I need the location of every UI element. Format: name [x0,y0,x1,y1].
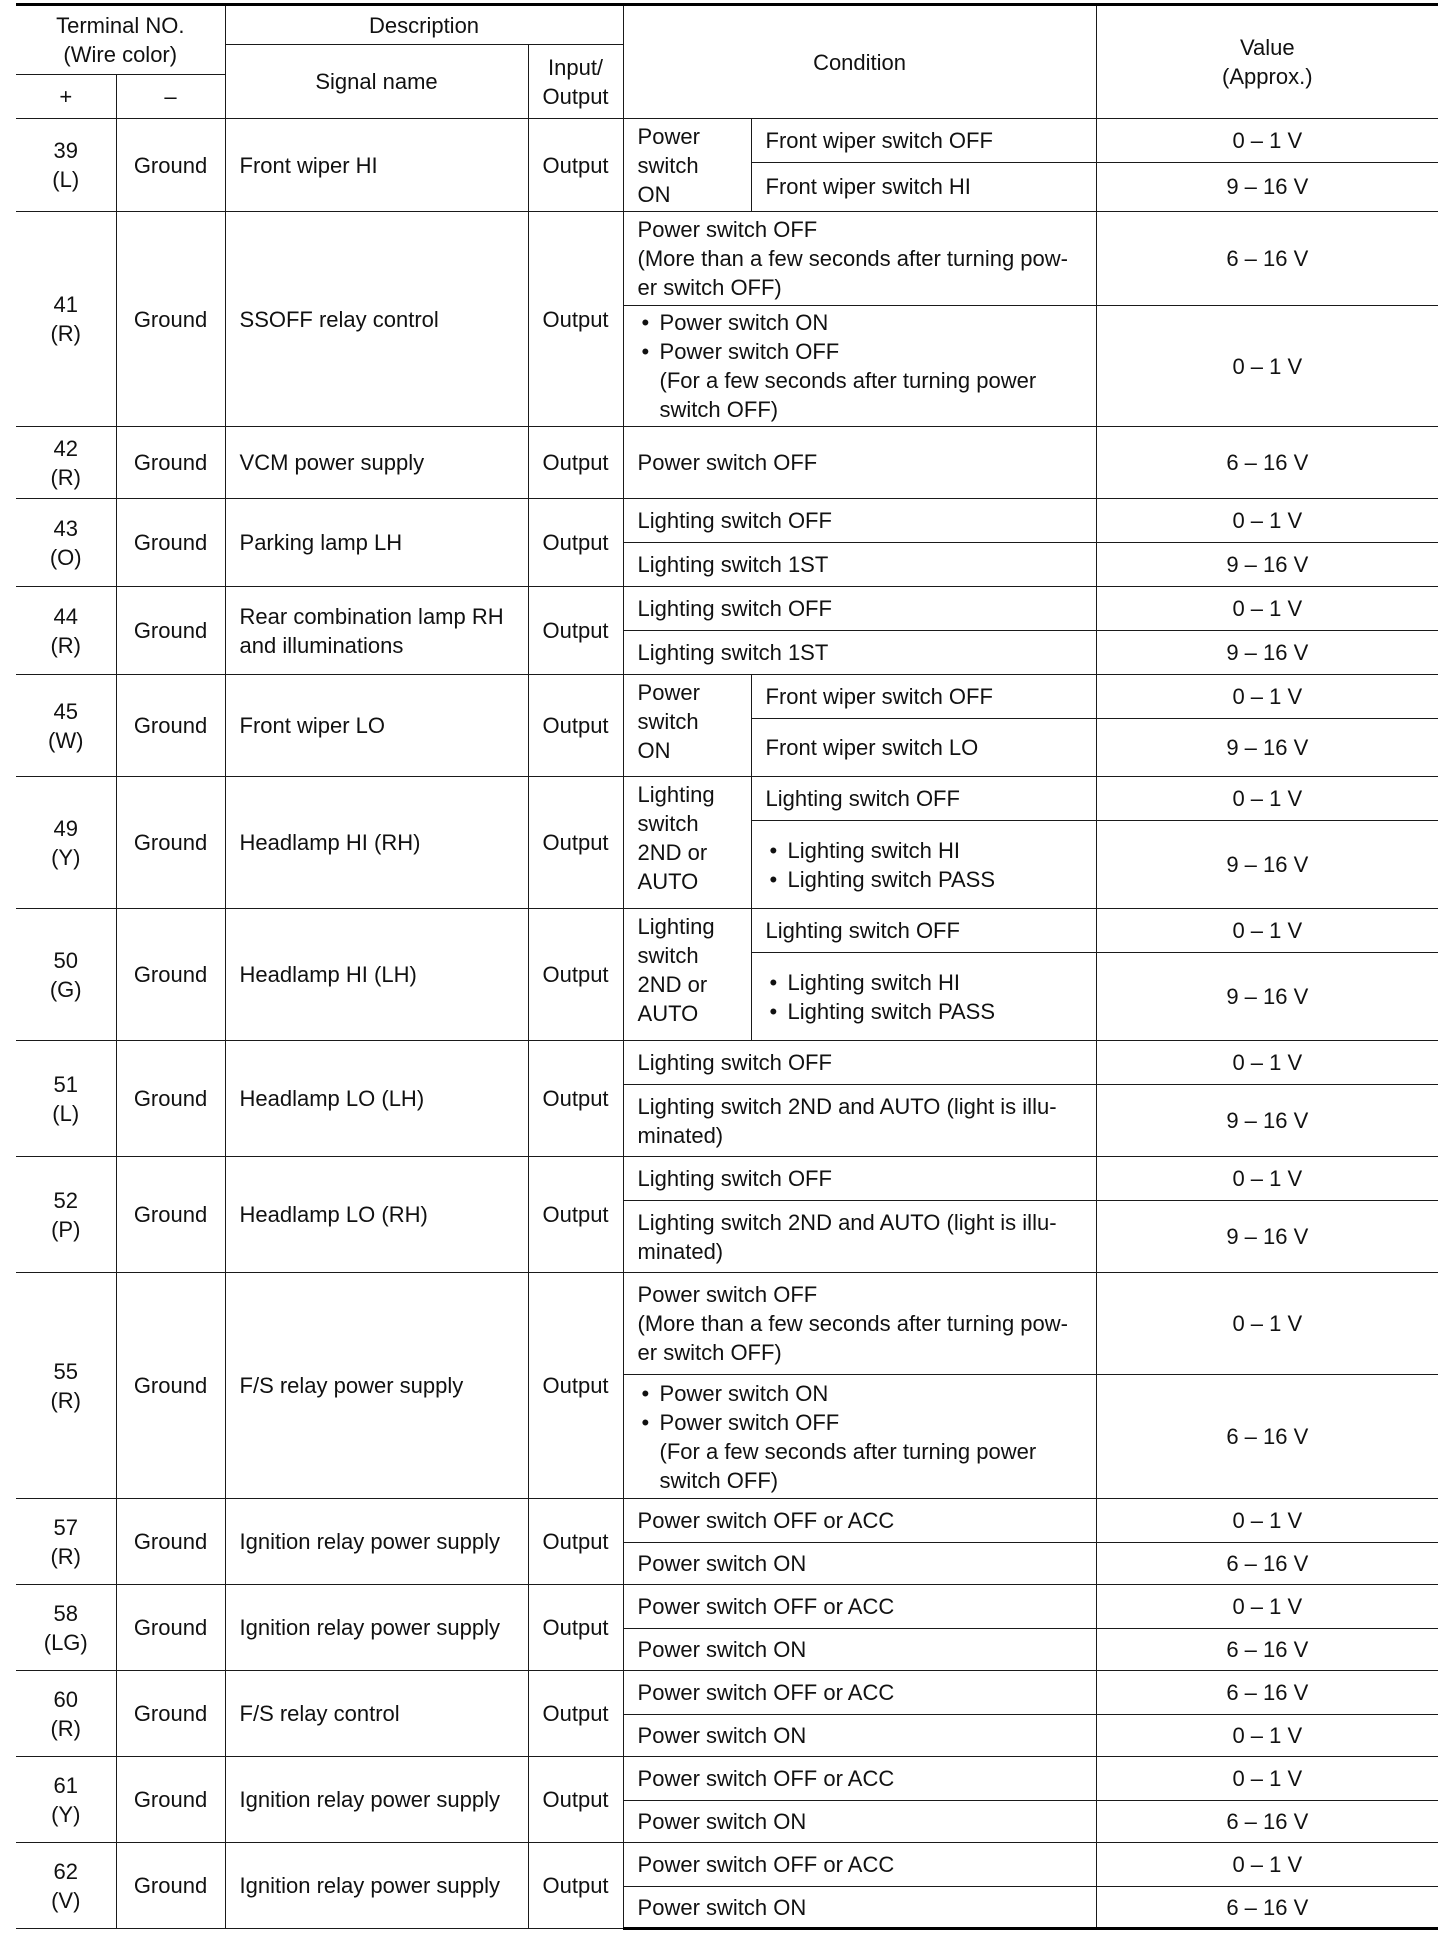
value-cell: 0 – 1 V [1096,1041,1438,1085]
table-row [16,1273,1438,1375]
condition-text [623,1375,1096,1499]
value-cell: 6 – 16 V [1096,1375,1438,1499]
terminal-spec-page [16,3,1438,1930]
value-cell: 0 – 1 V [1096,1273,1438,1375]
table-row [16,587,1438,631]
table-row [16,1843,1438,1887]
condition-text: Power switch OFF (More than a few seconds after turning pow- er switch OFF) [623,1273,1096,1375]
terminal-no: 41 [53,292,78,317]
terminal-number [16,1843,116,1929]
input-output: Output [528,427,623,499]
terminal-negative: Ground [116,1585,225,1671]
condition-text: Power switch OFF or ACC [623,1757,1096,1801]
terminal-no: 61 [53,1772,78,1798]
input-output: Output [528,119,623,212]
condition-text: Power switch OFF [623,427,1096,499]
input-output: Output [528,1499,623,1585]
input-output: Output [528,777,623,909]
table-row [16,909,1438,953]
signal-name: Headlamp HI (LH) [225,909,528,1041]
input-output: Output [528,1671,623,1757]
value-cell: 0 – 1 V [1096,587,1438,631]
terminal-number [16,427,116,499]
condition-text: Lighting switch OFF [623,587,1096,631]
terminal-number [16,1157,116,1273]
condition-text: Lighting switch 1ST [623,543,1096,587]
signal-name: Ignition relay power supply [225,1843,528,1929]
value-cell: 0 – 1 V [1096,119,1438,163]
value-cell: 9 – 16 V [1096,821,1438,909]
terminal-negative: Ground [116,777,225,909]
input-output: Output [528,1273,623,1499]
wire-color: (L) [52,1100,80,1126]
terminal-no: 58 [53,1600,78,1626]
condition-text: Power switch ON [623,1629,1096,1671]
input-output: Output [528,212,623,427]
wire-color: (R) [50,1543,82,1569]
terminal-number [16,675,116,777]
signal-name: Headlamp LO (LH) [225,1041,528,1157]
condition-bullet-item: • Power switch ON [638,1379,1082,1408]
value-cell: 0 – 1 V [1096,909,1438,953]
wire-color: (V) [51,1887,81,1913]
table-row [16,212,1438,306]
condition-text: Power switch OFF or ACC [623,1585,1096,1629]
terminal-no: 50 [53,947,78,973]
value-cell: 6 – 16 V [1096,1543,1438,1585]
terminal-negative: Ground [116,427,225,499]
condition-group: Power switch ON [623,119,751,212]
terminal-spec-table [16,3,1438,1930]
condition-bullet-item: • Lighting switch HI [766,968,1082,997]
input-output: Output [528,909,623,1041]
terminal-number [16,1041,116,1157]
terminal-no: 44 [53,603,78,629]
input-output: Output [528,675,623,777]
header-io: Input/ Output [528,45,623,119]
condition-bullets [638,308,1082,424]
value-cell: 9 – 16 V [1096,719,1438,777]
condition-text: Lighting switch OFF [623,1157,1096,1201]
value-cell: 9 – 16 V [1096,543,1438,587]
terminal-number [16,1585,116,1671]
signal-name: Ignition relay power supply [225,1585,528,1671]
condition-bullet-item: • Lighting switch PASS [766,865,1082,894]
value-cell: 6 – 16 V [1096,1629,1438,1671]
terminal-number [16,119,116,212]
condition-bullets [766,968,1082,1026]
header-row-1 [16,5,1438,45]
table-row [16,777,1438,821]
table-row [16,1041,1438,1085]
header-description: Description [225,5,623,45]
condition-group: Lighting switch 2ND or AUTO [623,777,751,909]
value-cell: 6 – 16 V [1096,1887,1438,1929]
signal-name: Parking lamp LH [225,499,528,587]
terminal-no: 51 [53,1071,78,1097]
input-output: Output [528,1757,623,1843]
value-cell: 9 – 16 V [1096,953,1438,1041]
condition-bullet-item: • Lighting switch PASS [766,997,1082,1026]
condition-text [751,953,1096,1041]
condition-text: Lighting switch OFF [751,777,1096,821]
signal-name: Front wiper LO [225,675,528,777]
condition-text: Power switch OFF or ACC [623,1499,1096,1543]
terminal-negative: Ground [116,1273,225,1499]
input-output: Output [528,587,623,675]
value-cell: 0 – 1 V [1096,499,1438,543]
terminal-number [16,777,116,909]
terminal-number [16,1671,116,1757]
signal-name: Headlamp LO (RH) [225,1157,528,1273]
value-cell: 0 – 1 V [1096,1157,1438,1201]
terminal-no: 49 [53,815,78,841]
terminal-negative: Ground [116,1157,225,1273]
value-cell: 0 – 1 V [1096,777,1438,821]
table-row [16,1585,1438,1629]
wire-color: (Y) [51,844,81,870]
wire-color: (L) [52,167,80,192]
signal-name: Headlamp HI (RH) [225,777,528,909]
value-cell: 9 – 16 V [1096,1201,1438,1273]
condition-text: Front wiper switch HI [751,162,1096,211]
condition-text: Lighting switch 2ND and AUTO (light is illu- minated) [623,1201,1096,1273]
terminal-number [16,909,116,1041]
table-row [16,119,1438,163]
signal-name: Rear combination lamp RH and illuminations [225,587,528,675]
table-row [16,427,1438,499]
wire-color: (G) [49,976,82,1002]
condition-bullet-item: • Power switch ON [638,308,1082,337]
wire-color: (W) [48,727,84,753]
wire-color: (R) [50,321,82,346]
terminal-number [16,1757,116,1843]
condition-bullets [638,1379,1082,1495]
signal-name: F/S relay power supply [225,1273,528,1499]
value-cell: 6 – 16 V [1096,212,1438,306]
value-cell: 0 – 1 V [1096,1499,1438,1543]
signal-name: Front wiper HI [225,119,528,212]
wire-color: (R) [50,1715,82,1741]
terminal-no: 60 [53,1686,78,1712]
terminal-negative: Ground [116,909,225,1041]
value-cell: 6 – 16 V [1096,427,1438,499]
condition-text: Lighting switch OFF [751,909,1096,953]
input-output: Output [528,1157,623,1273]
terminal-negative: Ground [116,1843,225,1929]
terminal-negative: Ground [116,212,225,427]
table-row [16,1757,1438,1801]
wire-color: (Y) [51,1801,81,1827]
table-body [16,119,1438,1929]
condition-bullets [766,836,1082,894]
terminal-number [16,587,116,675]
header-minus: – [116,75,225,119]
wire-color: (LG) [43,1629,88,1655]
condition-text: Lighting switch 1ST [623,631,1096,675]
condition-text: Lighting switch 2ND and AUTO (light is illu- minated) [623,1085,1096,1157]
terminal-no: 55 [53,1358,78,1384]
terminal-no: 62 [53,1858,78,1884]
terminal-negative: Ground [116,1671,225,1757]
input-output: Output [528,499,623,587]
terminal-negative: Ground [116,1499,225,1585]
header-value: Value (Approx.) [1096,5,1438,119]
header-signal-name: Signal name [225,45,528,119]
terminal-number [16,1499,116,1585]
terminal-no: 39 [53,138,78,163]
header-plus: + [16,75,116,119]
terminal-negative: Ground [116,587,225,675]
input-output: Output [528,1585,623,1671]
signal-name: F/S relay control [225,1671,528,1757]
terminal-no: 57 [53,1514,78,1540]
condition-group: Power switch ON [623,675,751,777]
value-cell: 6 – 16 V [1096,1801,1438,1843]
condition-text: Power switch ON [623,1715,1096,1757]
terminal-number [16,212,116,427]
condition-text: Power switch ON [623,1801,1096,1843]
value-cell: 0 – 1 V [1096,1585,1438,1629]
value-cell: 9 – 16 V [1096,631,1438,675]
terminal-no: 42 [53,435,78,461]
wire-color: (O) [49,544,82,570]
table-row [16,675,1438,719]
value-cell: 0 – 1 V [1096,1715,1438,1757]
condition-text: Power switch OFF (More than a few seconds after turning pow- er switch OFF) [623,212,1096,306]
table-row [16,499,1438,543]
value-cell: 0 – 1 V [1096,1843,1438,1887]
terminal-number [16,499,116,587]
terminal-negative: Ground [116,499,225,587]
input-output: Output [528,1843,623,1929]
input-output: Output [528,1041,623,1157]
condition-bullet-item: • Power switch OFF (For a few seconds after turning power switch OFF) [638,1408,1082,1495]
condition-text: Power switch OFF or ACC [623,1671,1096,1715]
value-cell: 0 – 1 V [1096,675,1438,719]
header-condition: Condition [623,5,1096,119]
wire-color: (R) [50,1387,82,1413]
condition-text: Front wiper switch OFF [751,119,1096,163]
signal-name: SSOFF relay control [225,212,528,427]
wire-color: (R) [50,632,82,658]
value-cell: 0 – 1 V [1096,1757,1438,1801]
value-cell: 9 – 16 V [1096,162,1438,211]
signal-name: Ignition relay power supply [225,1499,528,1585]
condition-text: Lighting switch OFF [623,1041,1096,1085]
terminal-no: 45 [53,698,78,724]
condition-bullet-item: • Lighting switch HI [766,836,1082,865]
terminal-no: 43 [53,515,78,541]
wire-color: (R) [50,464,82,490]
condition-text: Lighting switch OFF [623,499,1096,543]
table-row [16,1499,1438,1543]
condition-text [751,821,1096,909]
terminal-negative: Ground [116,675,225,777]
terminal-number [16,1273,116,1499]
condition-text: Front wiper switch LO [751,719,1096,777]
condition-text: Power switch ON [623,1887,1096,1929]
value-cell: 0 – 1 V [1096,306,1438,427]
terminal-no: 52 [53,1187,78,1213]
header-terminal: Terminal NO. (Wire color) [16,5,225,75]
table-row [16,1157,1438,1201]
signal-name: Ignition relay power supply [225,1757,528,1843]
table-row [16,1671,1438,1715]
condition-text [623,306,1096,427]
terminal-negative: Ground [116,119,225,212]
condition-text: Power switch OFF or ACC [623,1843,1096,1887]
signal-name: VCM power supply [225,427,528,499]
condition-group: Lighting switch 2ND or AUTO [623,909,751,1041]
condition-text: Front wiper switch OFF [751,675,1096,719]
terminal-negative: Ground [116,1757,225,1843]
wire-color: (P) [51,1216,81,1242]
terminal-negative: Ground [116,1041,225,1157]
condition-text: Power switch ON [623,1543,1096,1585]
value-cell: 9 – 16 V [1096,1085,1438,1157]
condition-bullet-item: • Power switch OFF (For a few seconds after turning power switch OFF) [638,337,1082,424]
value-cell: 6 – 16 V [1096,1671,1438,1715]
